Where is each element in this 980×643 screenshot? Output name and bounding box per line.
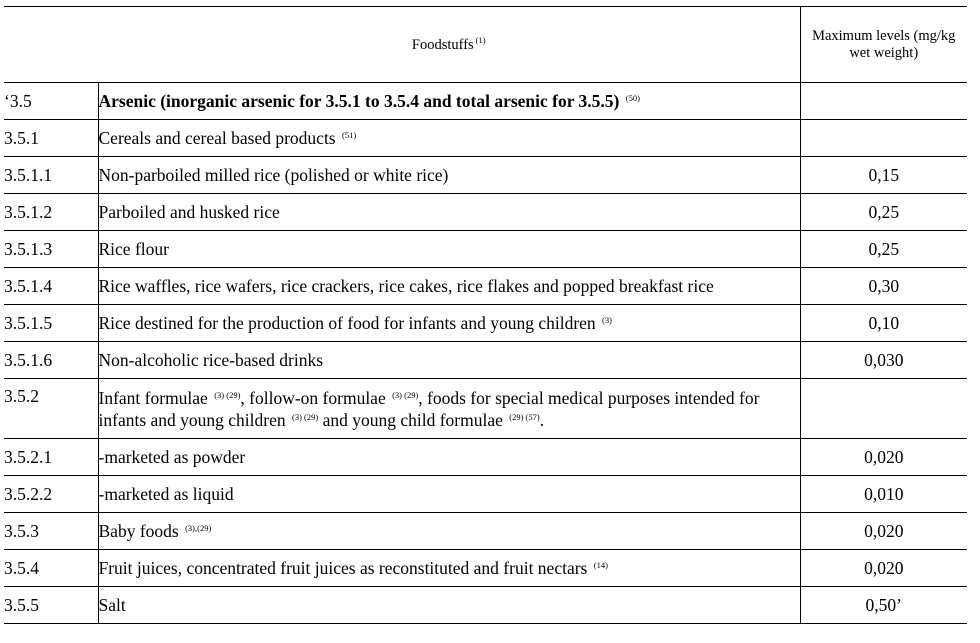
row-max-level (800, 379, 967, 439)
row-footnote-4: (29) (57) (509, 412, 540, 422)
table-row (4, 550, 967, 587)
row-number: 3.5.1 (4, 120, 98, 157)
row-number: ‘3.5 (4, 83, 98, 120)
row-foodstuff (98, 83, 800, 120)
row-number: 3.5.1.3 (4, 231, 98, 268)
row-max-level: 0,020 (800, 550, 967, 587)
row-foodstuff (98, 379, 800, 439)
row-foodstuff (98, 513, 800, 550)
table-row (4, 513, 967, 550)
table-row (4, 379, 967, 439)
row-foodstuff-text: -marketed as powder (98, 446, 246, 467)
row-foodstuff-text: Rice waffles, rice wafers, rice crackers, rice cakes, rice flakes and popped breakfast rice (98, 275, 714, 296)
row-number: 3.5.2 (4, 379, 98, 439)
row-max-level: 0,15 (800, 157, 967, 194)
row-max-level: 0,10 (800, 305, 967, 342)
row-footnote: (51) (342, 129, 357, 140)
row-foodstuff (98, 157, 800, 194)
row-max-level: 0,50’ (800, 587, 967, 624)
row-foodstuff-text: Non-parboiled milled rice (polished or white rice) (98, 164, 449, 185)
row-foodstuff (98, 476, 800, 513)
row-foodstuff (98, 342, 800, 379)
row-footnote: (14) (593, 559, 608, 570)
row-foodstuff (98, 587, 800, 624)
row-foodstuff (98, 550, 800, 587)
row-max-level: 0,020 (800, 439, 967, 476)
row-foodstuff-text: Fruit juices, concentrated fruit juices as reconstituted and fruit nectars (98, 557, 588, 578)
row-foodstuff-text: Rice destined for the production of food for infants and young children (98, 312, 596, 333)
row-foodstuff (98, 120, 800, 157)
row-foodstuff-text: Rice flour (98, 238, 169, 259)
row-footnote: (50) (625, 92, 640, 103)
row-number: 3.5.1.1 (4, 157, 98, 194)
row-foodstuff-text: Infant formulae (98, 388, 208, 408)
row-foodstuff-text: Salt (98, 594, 126, 615)
row-footnote-2: (3) (29) (392, 390, 419, 400)
table-row (4, 587, 967, 624)
table-row (4, 476, 967, 513)
row-foodstuff-text: Non-alcoholic rice-based drinks (98, 349, 324, 370)
header-number-cell (4, 7, 98, 83)
table-row (4, 439, 967, 476)
row-foodstuff-text: Baby foods (98, 520, 179, 541)
table-row (4, 157, 967, 194)
row-max-level: 0,25 (800, 194, 967, 231)
row-foodstuff-text: -marketed as liquid (98, 483, 234, 504)
row-foodstuff-text-part2: , follow-on formulae (240, 388, 386, 408)
row-max-level: 0,030 (800, 342, 967, 379)
foodstuffs-label: Foodstuffs (411, 37, 474, 53)
table-row (4, 342, 967, 379)
table-row (4, 305, 967, 342)
foodstuffs-footnote: (1) (475, 35, 486, 45)
row-number: 3.5.1.4 (4, 268, 98, 305)
row-foodstuff-text: Parboiled and husked rice (98, 201, 280, 222)
table-row (4, 231, 967, 268)
table-row (4, 268, 967, 305)
row-number: 3.5.3 (4, 513, 98, 550)
row-foodstuff-text-part3: , foods for special medical purposes intended for infants and young children (98, 388, 760, 430)
row-max-level: 0,30 (800, 268, 967, 305)
row-foodstuff-text: Cereals and cereal based products (98, 127, 336, 148)
header-foodstuffs (98, 7, 800, 83)
row-foodstuff (98, 231, 800, 268)
row-footnote: (3),(29) (185, 522, 212, 533)
row-number: 3.5.1.2 (4, 194, 98, 231)
row-max-level (800, 83, 967, 120)
row-foodstuff-tail: . (539, 410, 545, 430)
row-foodstuff (98, 439, 800, 476)
row-foodstuff (98, 268, 800, 305)
row-number: 3.5.1.5 (4, 305, 98, 342)
row-number: 3.5.1.6 (4, 342, 98, 379)
row-foodstuff (98, 305, 800, 342)
table-row (4, 120, 967, 157)
header-maximum-levels: Maximum levels (mg/kg wet weight) (800, 7, 967, 83)
row-number: 3.5.2.1 (4, 439, 98, 476)
row-max-level: 0,010 (800, 476, 967, 513)
row-number: 3.5.5 (4, 587, 98, 624)
row-footnote-3: (3) (29) (291, 412, 319, 422)
row-foodstuff-text-part4: and young child formulae (318, 410, 503, 430)
table-row (4, 194, 967, 231)
row-footnote: (3) (602, 314, 612, 325)
table-header-row (4, 7, 967, 83)
row-footnote: (3) (29) (214, 390, 241, 400)
row-number: 3.5.4 (4, 550, 98, 587)
row-max-level (800, 120, 967, 157)
row-foodstuff-text: Arsenic (inorganic arsenic for 3.5.1 to 3.5.4 and total arsenic for 3.5.5) (98, 90, 620, 111)
table-row (4, 83, 967, 120)
row-foodstuff (98, 194, 800, 231)
row-max-level: 0,020 (800, 513, 967, 550)
row-number: 3.5.2.2 (4, 476, 98, 513)
maximum-levels-table (4, 7, 967, 624)
row-max-level: 0,25 (800, 231, 967, 268)
